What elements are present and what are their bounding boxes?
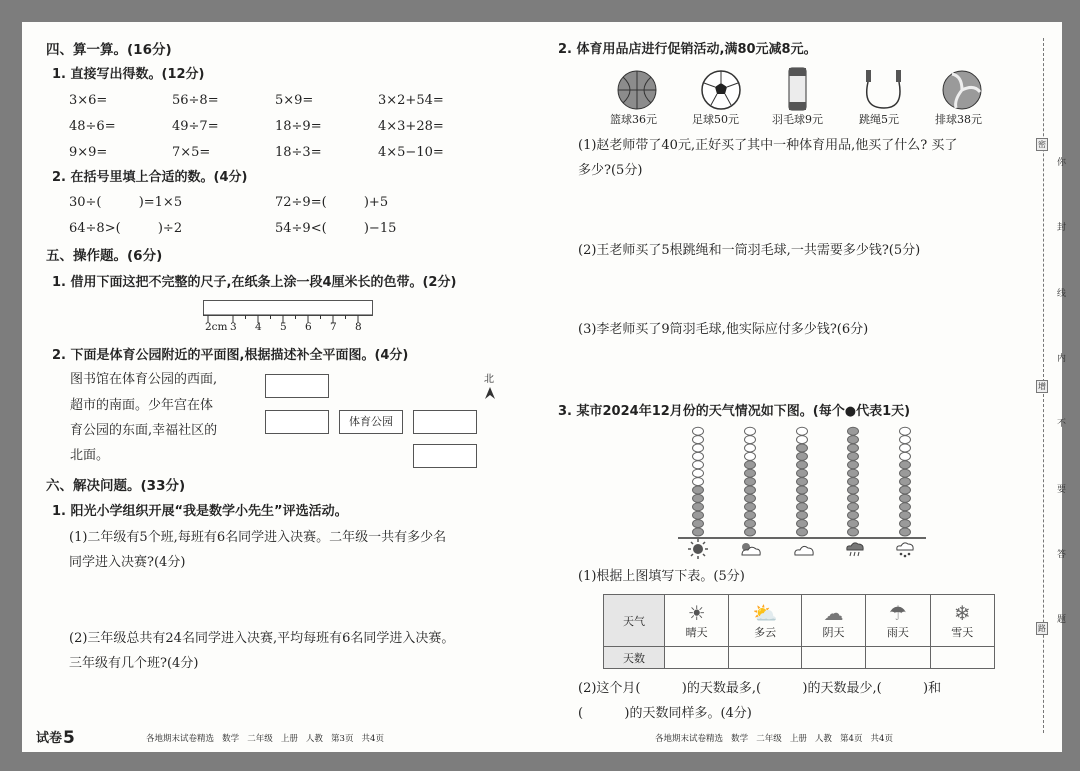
tally-dot-filled <box>745 528 756 536</box>
a2-text: (2)王老师买了5根跳绳和一筒羽毛球,一共需要多少钱?(5分) <box>578 243 921 258</box>
ruler-label: 3 <box>230 321 237 333</box>
binding-mark: 增 <box>1038 382 1046 391</box>
tally-dot-empty <box>900 436 911 444</box>
tally-dot-filled <box>900 511 911 519</box>
price-label: 足球50元 <box>692 113 739 126</box>
calc-item: 49÷7= <box>172 119 219 134</box>
calc-item: 18÷3= <box>275 145 322 160</box>
tally-dot-filled <box>693 520 704 528</box>
weather-label: 晴天 <box>685 625 708 639</box>
snow-icon: ❄ <box>953 600 971 625</box>
binding-text: 题 <box>1057 615 1067 625</box>
p1a-text: (1)二年级有5个班,每班有6名同学进入决赛。二年级一共有多少名 <box>69 530 447 545</box>
calc-item: 9×9= <box>69 145 108 160</box>
tally-dot-filled <box>797 452 808 460</box>
tally-dot-filled <box>848 478 859 486</box>
tally-dot-filled <box>848 511 859 519</box>
shuttlecock-tube-icon <box>786 66 810 112</box>
section-4-title: 四、算一算。(16分) <box>46 42 172 58</box>
p1b-text: 三年级有几个班?(4分) <box>69 656 199 671</box>
tally-dot-filled <box>848 494 859 502</box>
p1a-text: 同学进入决赛?(4分) <box>69 555 186 570</box>
b1-text: (1)根据上图填写下表。(5分) <box>578 569 745 584</box>
partly-cloudy-icon <box>738 541 762 557</box>
basketball-icon <box>616 68 658 112</box>
binding-text: 答 <box>1057 550 1067 560</box>
park-box <box>339 410 403 434</box>
tally-dot-filled <box>848 436 859 444</box>
tally-dot-filled <box>900 461 911 469</box>
tally-dot-filled <box>745 486 756 494</box>
map-box-west[interactable] <box>265 410 329 434</box>
tally-dot-filled <box>745 511 756 519</box>
rain-icon <box>845 540 865 558</box>
b2-text: (2)这个月( )的天数最多,( )的天数最少,( )和 <box>578 681 942 696</box>
section-6-title: 六、解决问题。(33分) <box>46 478 186 494</box>
tally-dot-filled <box>848 528 859 536</box>
map-description: 图书馆在体育公园的西面, <box>70 372 218 387</box>
tally-dot-empty <box>693 478 704 486</box>
fill-item: 64÷8>( )÷2 <box>69 221 183 236</box>
tally-dot-filled <box>900 520 911 528</box>
ruler-label: 5 <box>280 321 287 333</box>
tally-dot-empty <box>693 436 704 444</box>
tally-dot-filled <box>745 478 756 486</box>
tally-dot-filled <box>900 503 911 511</box>
tally-dot-filled <box>693 528 704 536</box>
ruler-label: 6 <box>305 321 312 333</box>
calc-item: 56÷8= <box>172 93 219 108</box>
tally-dot-filled <box>848 461 859 469</box>
weather-label: 雪天 <box>951 625 974 639</box>
tally-dot-empty <box>745 452 756 460</box>
partly-cloudy-icon: ⛅ <box>752 600 778 625</box>
snow-icon <box>895 540 915 558</box>
right-q3-title: 3. 某市2024年12月份的天气情况如下图。(每个●代表1天) <box>558 404 911 419</box>
op1-title: 1. 借用下面这把不完整的尺子,在纸条上涂一段4厘米长的色带。(2分) <box>52 275 457 290</box>
tally-dot-filled <box>693 511 704 519</box>
tally-dot-filled <box>797 486 808 494</box>
tally-dot-filled <box>745 503 756 511</box>
sunny-icon: ☀ <box>687 600 706 625</box>
tally-dot-filled <box>848 427 859 435</box>
tally-dot-empty <box>745 444 756 452</box>
tally-dot-empty <box>693 427 704 435</box>
tally-dot-filled <box>797 503 808 511</box>
days-input[interactable] <box>665 647 729 669</box>
tally-dot-filled <box>797 511 808 519</box>
tally-dot-filled <box>797 494 808 502</box>
p1-title: 1. 阳光小学组织开展“我是数学小先生”评选活动。 <box>52 504 348 519</box>
table-cell-sunny <box>665 595 729 647</box>
price-label: 篮球36元 <box>610 113 657 126</box>
tally-dot-filled <box>693 494 704 502</box>
calc-item: 4×5−10= <box>378 145 444 160</box>
days-input[interactable] <box>801 647 865 669</box>
footer-left: 各地期末试卷精选 数学 二年级 上册 人教 第3页 共4页 <box>146 734 384 744</box>
map-box-east[interactable] <box>413 410 477 434</box>
tally-dot-filled <box>900 528 911 536</box>
footer-right: 各地期末试卷精选 数学 二年级 上册 人教 第4页 共4页 <box>655 734 893 744</box>
calc-item: 3×2+54= <box>378 93 444 108</box>
north-label: 北 <box>484 374 494 385</box>
binding-mark: 密 <box>1038 140 1046 149</box>
cloudy-icon <box>792 542 816 556</box>
q1-title: 1. 直接写出得数。(12分) <box>52 67 205 82</box>
tally-dot-empty <box>693 461 704 469</box>
tally-dot-empty <box>900 444 911 452</box>
soccer-ball-icon <box>700 68 742 112</box>
map-box-south[interactable] <box>413 444 477 468</box>
days-input[interactable] <box>930 647 994 669</box>
park-label: 体育公园 <box>349 415 393 428</box>
q2-title: 2. 在括号里填上合适的数。(4分) <box>52 170 248 185</box>
binding-text: 要 <box>1057 485 1067 495</box>
ruler-label: 4 <box>255 321 262 333</box>
tally-dot-filled <box>900 469 911 477</box>
tally-dot-filled <box>745 494 756 502</box>
tally-dot-empty <box>745 427 756 435</box>
calc-item: 18÷9= <box>275 119 322 134</box>
tally-dot-filled <box>797 520 808 528</box>
tally-dot-filled <box>848 444 859 452</box>
fill-item: 54÷9<( )−15 <box>275 221 397 236</box>
calc-item: 48÷6= <box>69 119 116 134</box>
op2-title: 2. 下面是体育公园附近的平面图,根据描述补全平面图。(4分) <box>52 348 409 363</box>
days-input[interactable] <box>729 647 802 669</box>
ruler-label: 8 <box>355 321 362 333</box>
tally-dot-filled <box>797 528 808 536</box>
right-q2-title: 2. 体育用品店进行促销活动,满80元减8元。 <box>558 42 817 57</box>
table-cell-partly-cloudy <box>729 595 802 647</box>
jump-rope-icon <box>862 68 906 114</box>
price-label: 跳绳5元 <box>859 113 899 126</box>
tally-dot-empty <box>693 452 704 460</box>
ruler-label: 2cm <box>205 321 228 333</box>
cloudy-icon: ☁ <box>823 600 844 625</box>
calc-item: 5×9= <box>275 93 314 108</box>
table-cell-snow <box>930 595 994 647</box>
tally-dot-filled <box>797 478 808 486</box>
binding-text: 你 <box>1057 158 1067 168</box>
tally-dot-empty <box>693 469 704 477</box>
tally-dot-filled <box>745 520 756 528</box>
map-description: 育公园的东面,幸福社区的 <box>70 423 218 438</box>
fill-item: 30÷( )=1×5 <box>69 195 183 210</box>
tally-dot-filled <box>693 486 704 494</box>
table-cell-rain <box>866 595 930 647</box>
tally-dot-filled <box>848 469 859 477</box>
rain-icon: ☂ <box>888 600 907 625</box>
weather-label: 阴天 <box>822 625 845 639</box>
tally-dot-empty <box>900 427 911 435</box>
calc-item: 3×6= <box>69 93 108 108</box>
price-label: 排球38元 <box>935 113 982 126</box>
b2-text: ( )的天数同样多。(4分) <box>578 706 752 721</box>
sunny-icon <box>688 539 708 559</box>
a1-text: 多少?(5分) <box>578 163 643 178</box>
tally-dot-filled <box>848 503 859 511</box>
tally-dot-empty <box>797 436 808 444</box>
weather-label: 多云 <box>754 625 777 639</box>
binding-text: 封 <box>1057 223 1067 233</box>
map-box-north[interactable] <box>265 374 329 398</box>
tally-dot-empty <box>900 452 911 460</box>
tally-dot-filled <box>848 520 859 528</box>
ruler-label: 7 <box>330 321 337 333</box>
exam-label: 试卷 <box>36 731 63 746</box>
table-cell-cloudy <box>801 595 865 647</box>
weather-table <box>603 594 995 669</box>
volleyball-icon <box>940 68 984 112</box>
north-arrow-icon <box>484 386 496 400</box>
tally-dot-empty <box>745 436 756 444</box>
p1b-text: (2)三年级总共有24名同学进入决赛,平均每班有6名同学进入决赛。 <box>69 631 455 646</box>
tally-dot-filled <box>745 461 756 469</box>
tally-dot-empty <box>693 444 704 452</box>
calc-item: 4×3+28= <box>378 119 444 134</box>
tally-dot-filled <box>797 469 808 477</box>
binding-mark: 路 <box>1038 624 1046 633</box>
tally-dot-filled <box>797 461 808 469</box>
tally-dot-filled <box>848 452 859 460</box>
a1-text: (1)赵老师带了40元,正好买了其中一种体育用品,他买了什么? 买了 <box>578 138 958 153</box>
table-header-weather: 天气 <box>604 595 665 647</box>
tally-dot-filled <box>848 486 859 494</box>
tally-dot-filled <box>900 486 911 494</box>
price-label: 羽毛球9元 <box>772 113 823 126</box>
days-input[interactable] <box>866 647 930 669</box>
calc-item: 7×5= <box>172 145 211 160</box>
binding-text: 内 <box>1057 354 1067 364</box>
weather-label: 雨天 <box>886 625 909 639</box>
tally-dot-filled <box>900 478 911 486</box>
binding-text: 线 <box>1057 289 1067 299</box>
tally-dot-filled <box>745 469 756 477</box>
section-5-title: 五、操作题。(6分) <box>46 248 163 264</box>
binding-text: 不 <box>1057 419 1067 429</box>
exam-number: 5 <box>63 728 75 748</box>
fill-item: 72÷9=( )+5 <box>275 195 389 210</box>
tally-dot-filled <box>900 494 911 502</box>
tally-dot-filled <box>797 444 808 452</box>
tally-dot-filled <box>693 503 704 511</box>
map-description: 超市的南面。少年宫在体 <box>70 398 214 413</box>
tally-dot-empty <box>797 427 808 435</box>
a3-text: (3)李老师买了9筒羽毛球,他实际应付多少钱?(6分) <box>578 322 869 337</box>
table-header-days: 天数 <box>604 647 665 669</box>
map-description: 北面。 <box>70 448 110 463</box>
